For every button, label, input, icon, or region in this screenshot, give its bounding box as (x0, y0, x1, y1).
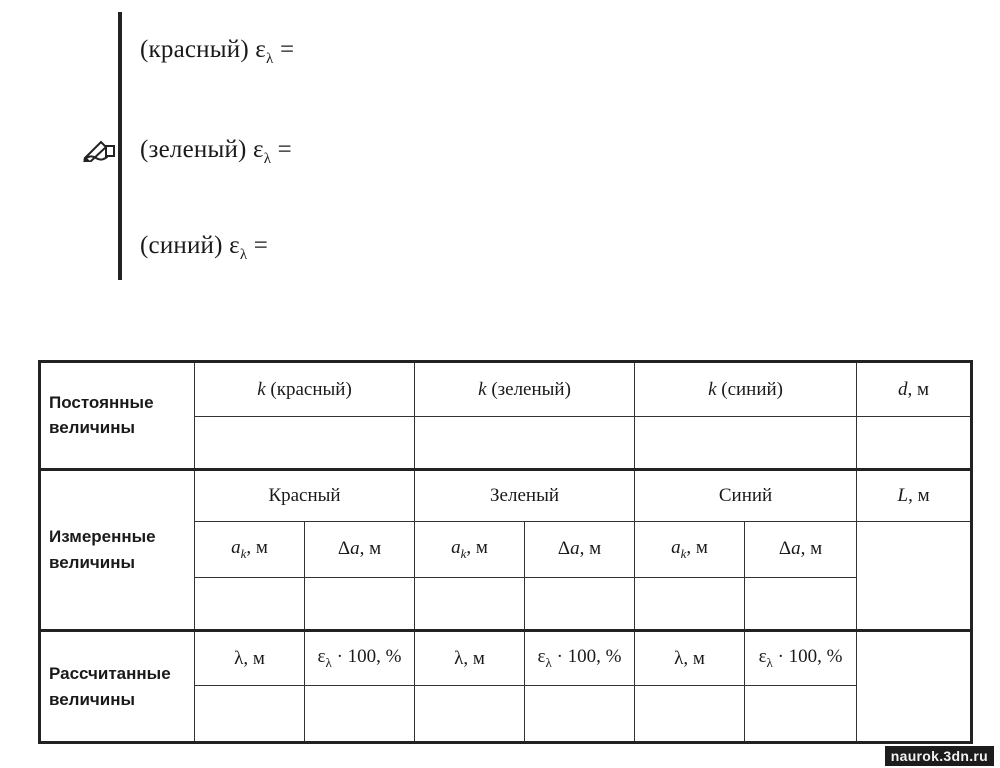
header-L: L, м (857, 469, 972, 521)
header-k-red: k (красный) (195, 362, 415, 417)
row-header-calculated: Рассчитанные величины (40, 631, 195, 743)
header-lambda-green: λ, м (415, 631, 525, 686)
cell-lambda-green (415, 686, 525, 743)
cell-eps-blue (745, 686, 857, 743)
header-ak-green: $a_k$, м (415, 522, 525, 577)
header-eps-green: $\varepsilon_\lambda \cdot 100$, % (525, 631, 635, 686)
header-eps-red: $\varepsilon_\lambda \cdot 100$, % (305, 631, 415, 686)
cell-eps-red (305, 686, 415, 743)
header-delta-a-red: Δa, м (305, 522, 415, 577)
cell-d (857, 417, 972, 469)
header-lambda-red: λ, м (195, 631, 305, 686)
cell-lambda-red (195, 686, 305, 743)
cell-eps-green (525, 686, 635, 743)
cell-ak-green (415, 577, 525, 630)
header-lambda-blue: λ, м (635, 631, 745, 686)
cell-k-blue (635, 417, 857, 469)
row-header-constants: Постоянные величины (40, 362, 195, 470)
cell-delta-a-red (305, 577, 415, 630)
cell-delta-a-blue (745, 577, 857, 630)
group-blue: Синий (635, 469, 857, 521)
header-ak-blue: $a_k$, м (635, 522, 745, 577)
margin-bar (118, 12, 122, 280)
header-delta-a-blue: Δa, м (745, 522, 857, 577)
formula-blue: (синий) $\varepsilon_\lambda$ = (140, 232, 269, 263)
group-red: Красный (195, 469, 415, 521)
cell-lambda-blue (635, 686, 745, 743)
cell-delta-a-green (525, 577, 635, 630)
measurement-table (38, 360, 973, 744)
header-k-blue: k (синий) (635, 362, 857, 417)
cell-ak-blue (635, 577, 745, 630)
header-delta-a-green: Δa, м (525, 522, 635, 577)
cell-L (857, 522, 972, 631)
pencil-writing-icon (82, 136, 116, 162)
header-ak-red: $a_k$, м (195, 522, 305, 577)
cell-empty-calc (857, 631, 972, 743)
cell-k-green (415, 417, 635, 469)
formula-red: (красный) $\varepsilon_\lambda$ = (140, 36, 295, 67)
header-d: d, м (857, 362, 972, 417)
header-k-green: k (зеленый) (415, 362, 635, 417)
row-header-measured: Измеренные величины (40, 469, 195, 630)
header-eps-blue: $\varepsilon_\lambda \cdot 100$, % (745, 631, 857, 686)
group-green: Зеленый (415, 469, 635, 521)
watermark: naurok.3dn.ru (885, 746, 994, 766)
cell-ak-red (195, 577, 305, 630)
formula-green: (зеленый) $\varepsilon_\lambda$ = (140, 136, 292, 167)
cell-k-red (195, 417, 415, 469)
